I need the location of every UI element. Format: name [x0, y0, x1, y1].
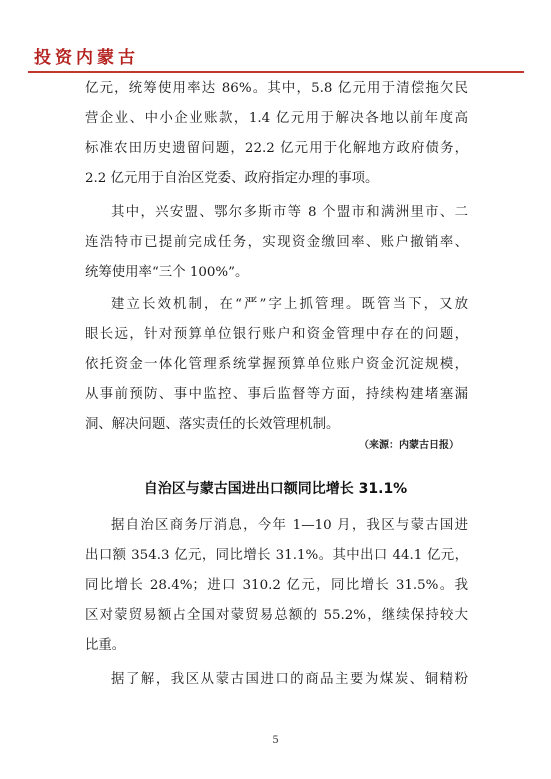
source-note: （来源：内蒙古日报） — [359, 440, 459, 451]
text-line: 洞、解决问题、落实责任的长效管理机制。 — [85, 417, 340, 432]
text-line: 连浩特市已提前完成任务，实现资金缴回率、账户撤销率、 — [85, 235, 468, 250]
text-line: 出口额 354.3 亿元，同比增长 31.1%。其中出口 44.1 亿元， — [85, 548, 468, 563]
header-title: 投资内蒙古 — [34, 48, 139, 68]
text-line: 2.2 亿元用于自治区党委、政府指定办理的事项。 — [85, 171, 379, 186]
text-line: 从事前预防、事中监控、事后监督等方面，持续构建堵塞漏 — [85, 387, 468, 402]
header-rule — [28, 71, 524, 73]
text-line: 据了解，我区从蒙古国进口的商品主要为煤炭、铜精粉 — [111, 672, 468, 687]
text-line: 依托资金一体化管理系统掌握预算单位账户资金沉淀规模， — [85, 357, 468, 372]
text-line: 同比增长 28.4%；进口 310.2 亿元，同比增长 31.5%。我 — [85, 578, 468, 593]
text-line: 营企业、中小企业账款，1.4 亿元用于解决各地以前年度高 — [85, 111, 468, 126]
text-line: 区对蒙贸易额占全国对蒙贸易总额的 55.2%，继续保持较大 — [85, 608, 468, 623]
text-line: 眼长远，针对预算单位银行账户和资金管理中存在的问题， — [85, 327, 468, 342]
text-line: 其中，兴安盟、鄂尔多斯市等 8 个盟市和满洲里市、二 — [111, 205, 468, 220]
text-line: 比重。 — [85, 638, 126, 653]
text-line: 亿元，统筹使用率达 86%。其中，5.8 亿元用于清偿拖欠民 — [85, 81, 468, 96]
article-title: 自治区与蒙古国进出口额同比增长 31.1% — [143, 481, 408, 497]
text-line: 统筹使用率“三个 100%”。 — [85, 265, 249, 280]
text-line: 据自治区商务厅消息，今年 1—10 月，我区与蒙古国进 — [111, 518, 468, 533]
page-number: 5 — [272, 735, 279, 746]
text-line: 建立长效机制，在“严”字上抓管理。既管当下，又放 — [111, 297, 468, 312]
text-line: 标准农田历史遗留问题，22.2 亿元用于化解地方政府债务， — [85, 141, 468, 156]
